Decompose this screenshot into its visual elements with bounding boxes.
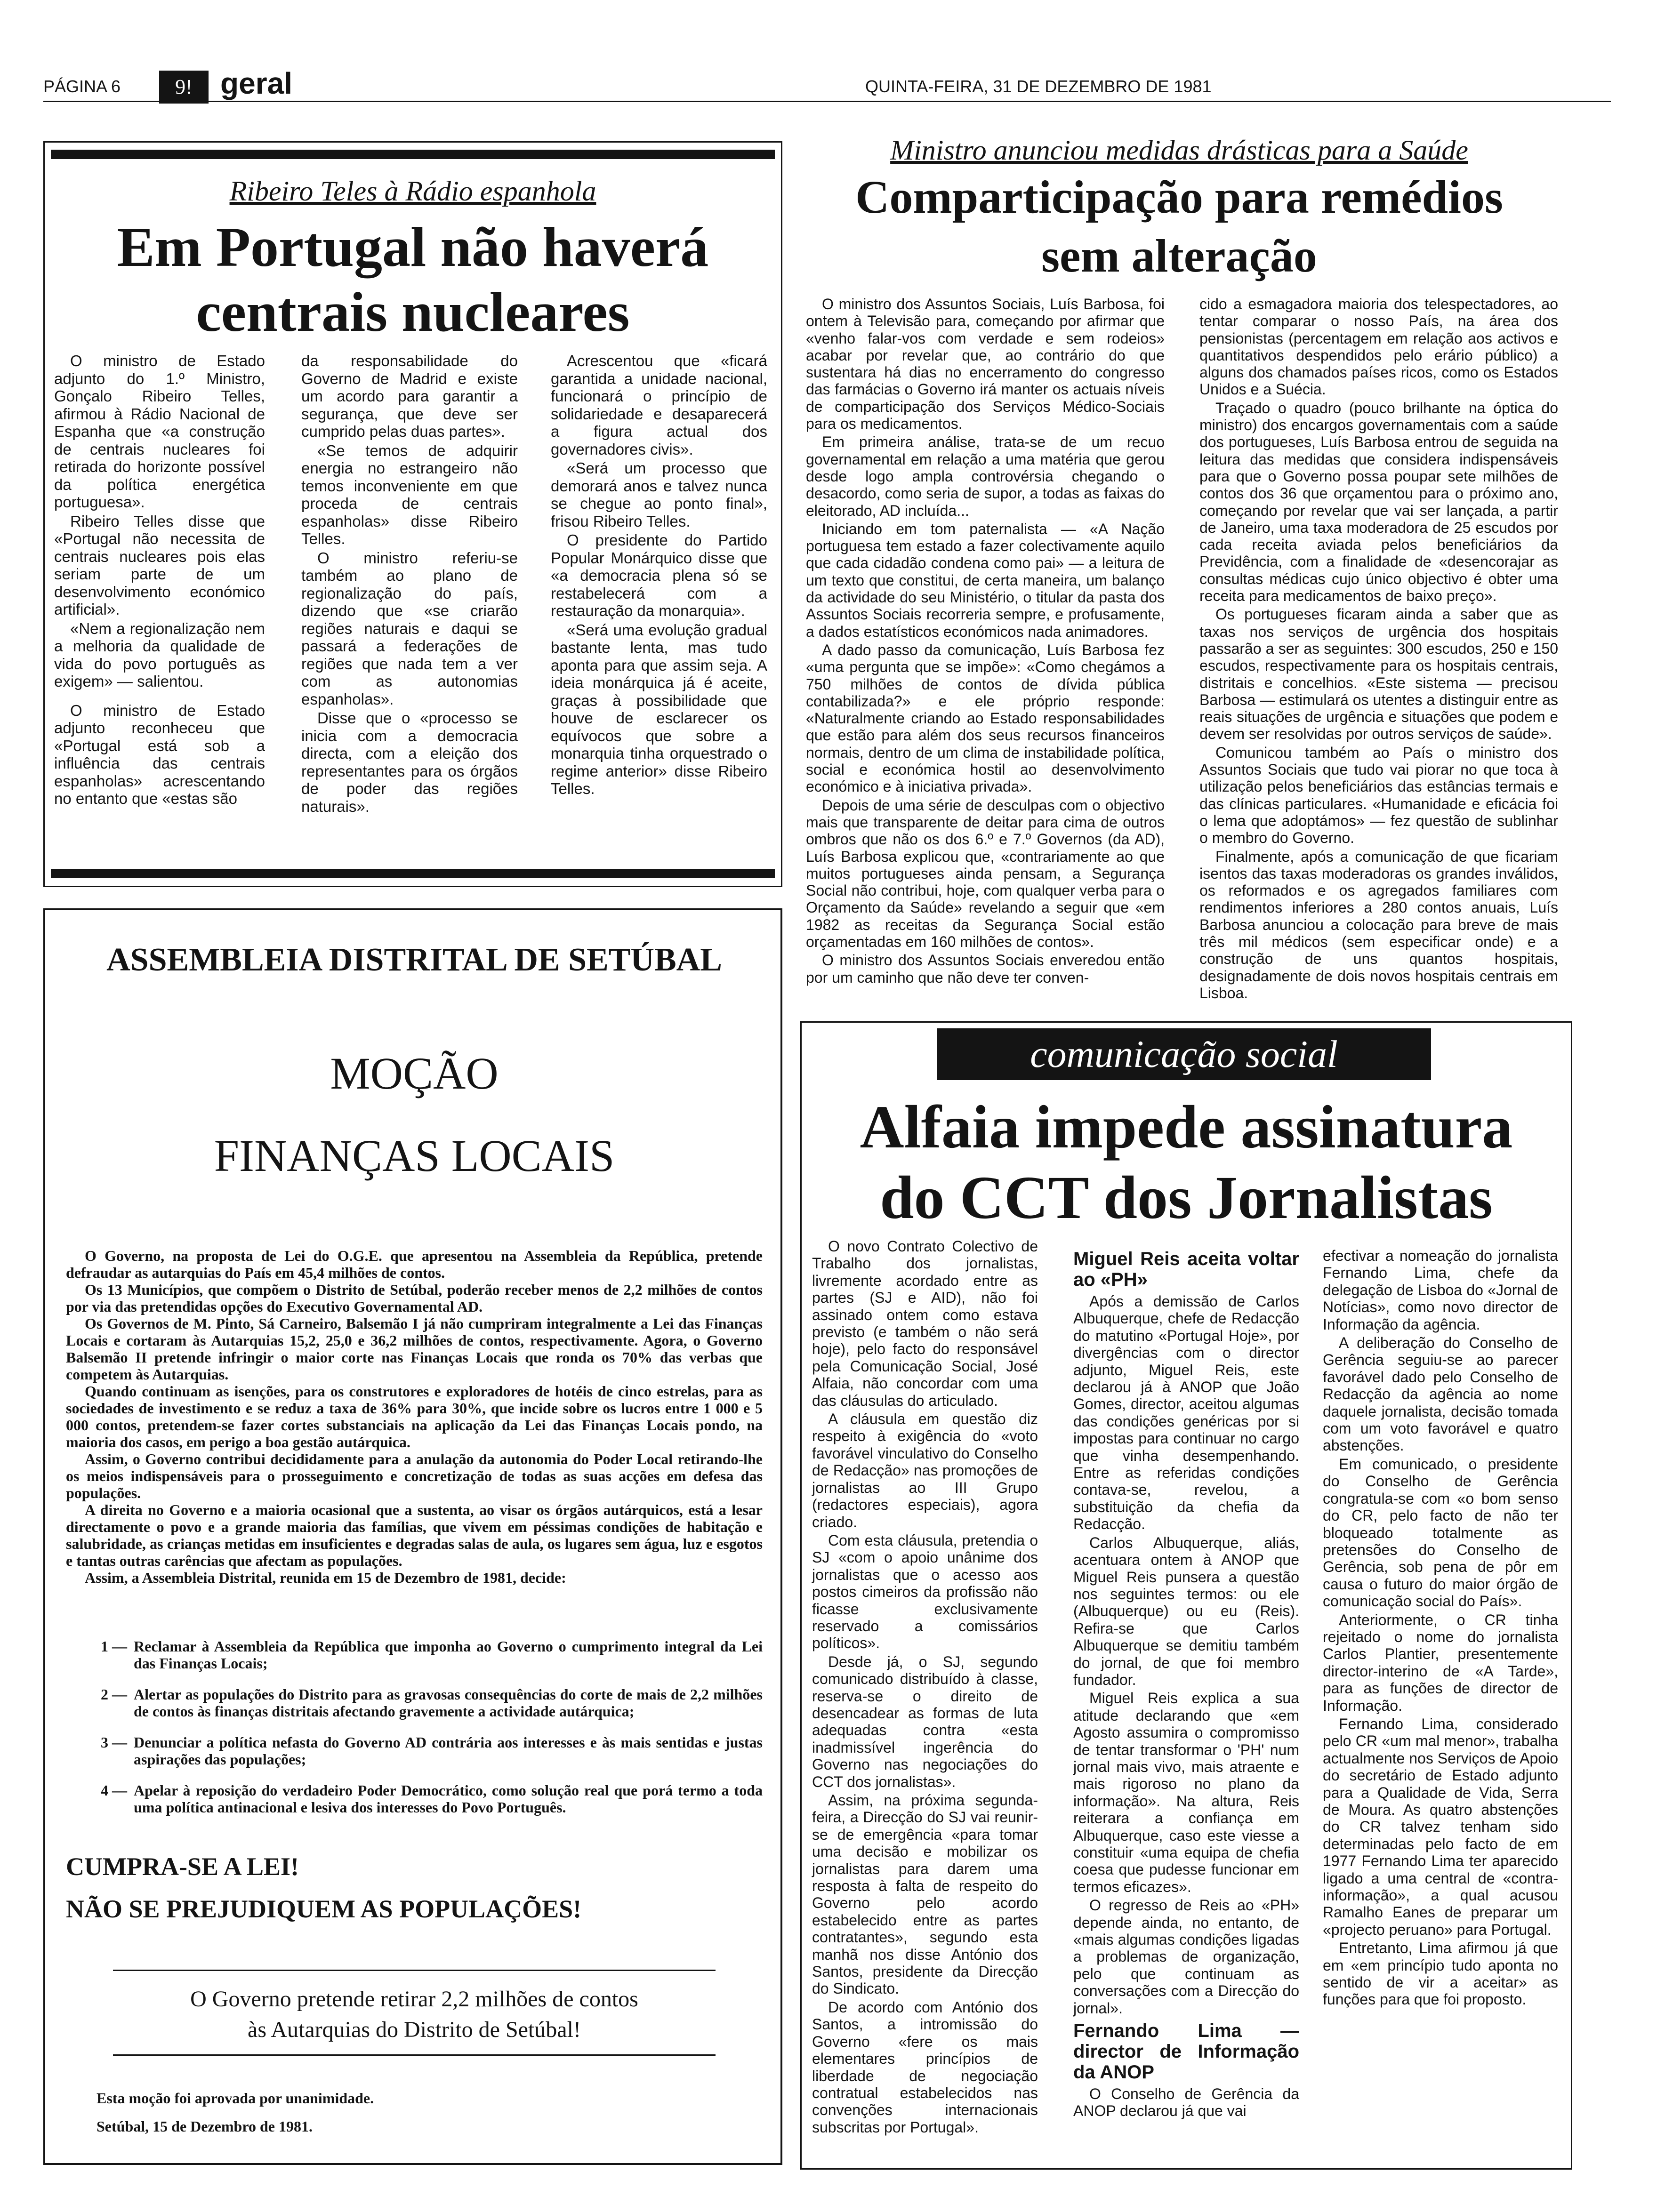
cct-c1-p3: Com esta cláusula, pretendia o SJ «com o apoio unânime dos jornalistas que o acesso aos postos cimeiros da profissão não ficasse exclusivamente reservado a comissários políticos». — [812, 1531, 1038, 1652]
mocao-item-3-text: Denunciar a política nefasta do Governo AD contrária aos interesses e às mais sentidas e justas aspirações das populações; — [134, 1734, 763, 1768]
cct-banner — [937, 1028, 1431, 1080]
mocao-p4: Quando continuam as isenções, para os construtores e exploradores de hotéis de cinco estrelas, para as sociedades de investimento e se reduz a taxa de 36% para 30%, que incide sobre os lucros entre 1 000 e 5 000 contos, pretendem-se fazer cortes substanciais na aplicação da Lei das Finanças Locais pondo, na maioria dos casos, em perigo a boa gestão autárquica. — [66, 1383, 763, 1451]
nuclear-c3-p2: «Será um processo que demorará anos e talvez nunca se chegue ao ponto final», frisou Ribeiro Telles. — [551, 459, 767, 530]
mocao-item-2-num: 2 — — [101, 1686, 127, 1703]
saude-c2-p4: Comunicou também ao País o ministro dos Assuntos Sociais que tudo vai piorar no que toca à utilização pelos beneficiários das estâncias termais e das clínicas particulares. «Humanidade e eficácia foi o lema que adoptámos» — fez questão de sublinhar o membro do Governo. — [1199, 744, 1558, 847]
saude-c2-p5: Finalmente, após a comunicação de que ficariam isentos das taxas moderadoras os grandes inválidos, os reformados e os agregados familiares com rendimentos inferiores a 280 contos anuais, Luís Barbosa anunciou a colocação para breve de mais três mil médicos (sem especificar onde) e a construção de uns quantos hospitais, designadamente de dois novos hospitais centrais em Lisboa. — [1199, 848, 1558, 1002]
saude-column-2 — [1199, 296, 1558, 1003]
cct-banner-text: comunicação social — [1030, 1033, 1338, 1075]
section-logo-text: 9! — [175, 75, 193, 98]
saude-c1-p5: Depois de uma série de desculpas com o objectivo mais que transparente de deitar para cima de outros ombros que não os dos 6.º e 7.º Governos (da AD), Luís Barbosa explicou que, «contrariamente ao que muitos portugueses ainda pensam, a Segurança Social não contribui, hoje, com qualquer verba para o Orçamento da Saúde» revelando a seguir que «em 1982 as receitas da Segurança Social estão orçamentadas em 160 milhões de contos». — [806, 796, 1165, 950]
mocao-boxed-line-1: O Governo pretende retirar 2,2 milhões de contos — [190, 1987, 638, 2012]
mocao-title-1: MOÇÃO — [330, 1048, 499, 1098]
saude-c2-p1: cido a esmagadora maioria dos telespectadores, ao tentar comparar o nosso País, na área dos pensionistas (percentagem em relação aos activos e quantitativos despendidos pelo erário público) a alguns dos chamados países ricos, como os Estados Unidos e a Suécia. — [1199, 296, 1558, 398]
nuclear-c2-p4: Disse que o «processo se inicia com a democracia directa, com a eleição dos representantes para os órgãos de poder das regiões naturais». — [301, 709, 518, 815]
mocao-p5: Assim, o Governo contribui decididamente para a anulação da autonomia do Poder Local retirando-lhe os meios indispensáveis para o prosseguimento e concretização de todas as suas acções em defesa das populações. — [66, 1451, 763, 1501]
cct-c2-p2: Carlos Albuquerque, aliás, acentuara ontem à ANOP que Miguel Reis punsera a questão nos seguintes termos: ou ele (Albuquerque) ou eu (Reis). Refira-se que Carlos Albuquerque se demitiu também do jornal, de que foi membro fundador. — [1073, 1534, 1299, 1688]
cct-c1-p5: Assim, na próxima segunda-feira, a Direcção do SJ vai reunir-se de emergência «para tomar uma decisão e mobilizar os jornalistas para darem uma resposta à falta de respeito do Governo pelo acordo estabelecido entre as partes contratantes», segundo esta manhã nos disse António dos Santos, presidente da Direcção do Sindicato. — [812, 1792, 1038, 1997]
cct-headline-1: Alfaia impede assinatura — [860, 1093, 1513, 1161]
cct-headline-2: do CCT dos Jornalistas — [880, 1164, 1493, 1232]
nuclear-c1-p3: «Nem a regionalização nem a melhoria da qualidade de vida do povo português as exigem» — salientou. — [54, 619, 265, 690]
saude-c1-p2: Em primeira análise, trata-se de um recuo governamental em relação a uma matéria que gerou desde logo ampla controvérsia chegando o desacordo, como seria de supor, a todas as faixas do eleitorado, AD incluída... — [806, 433, 1165, 519]
cct-c1-p1: O novo Contrato Colectivo de Trabalho dos jornalistas, livremente acordado entre as partes (SJ e AID), não foi assinado ontem como estava previsto (e também o não será hoje), pelo facto do responsável pela Comunicação Social, José Alfaia, não concordar com uma das cláusulas do articulado. — [812, 1238, 1038, 1409]
mocao-title-2: FINANÇAS LOCAIS — [214, 1130, 615, 1181]
cct-c1-p2: A cláusula em questão diz respeito à exigência do «voto favorável vinculativo do Conselho de Redacção» nas promoções de jornalistas ao III Grupo (redactores especiais), agora criado. — [812, 1411, 1038, 1531]
nuclear-c2-p2: «Se temos de adquirir energia no estrangeiro não temos inconveniente em que proceda de centrais espanholas» disse Ribeiro Telles. — [301, 441, 518, 547]
mocao-p1: O Governo, na proposta de Lei do O.G.E. que apresentou na Assembleia da República, pretende defraudar as autarquias do País em 45,4 milhões de contos. — [66, 1247, 763, 1281]
mocao-boxed-bottom-rule — [113, 2054, 716, 2056]
mocao-item-1-text: Reclamar à Assembleia da República que imponha ao Governo o cumprimento integral da Lei das Finanças Locais; — [134, 1638, 763, 1672]
mocao-p3: Os Governos de M. Pinto, Sá Carneiro, Balsemão I já não cumpriram integralmente a Lei das Finanças Locais e cortaram às Autarquias 15,2, 25,0 e 36,2 milhões de contos, respectivamente. Agora, o Governo Balsemão II pretende infringir o maior corte nas Finanças Locais que ronda os 70% das verbas que competem às Autarquias. — [66, 1315, 763, 1383]
saude-c1-p1: O ministro dos Assuntos Sociais, Luís Barbosa, foi ontem à Televisão para, começando por afirmar que «venho falar-vos com verdade e sem rodeios» acabar por revelar que, ao contrário do que sustentara há dias no encerramento do congresso das farmácias o Governo irá manter os actuais níveis de comparticipação dos Serviços Médico-Sociais para os medicamentos. — [806, 296, 1165, 433]
cct-column-3 — [1323, 1247, 1558, 2010]
saude-c2-p2: Traçado o quadro (pouco brilhante na óptica do ministro) dos encargos governamentais com a saúde dos portugueses, Luís Barbosa entrou de seguida na leitura das medidas que considera indispensáveis para que o Governo possa poupar sete milhões de contos dos 36 que orçamentou para o próximo ano, começando por revelar que vai ser lançada, a partir de Janeiro, uma taxa moderadora de 25 escudos por cada receita aviada pelos beneficiários da Previdência, com a finalidade de «desencorajar as consultas médicas cujo único objectivo é obter uma receita para medicamentos de baixo preço». — [1199, 399, 1558, 605]
saude-c1-p3: Iniciando em tom paternalista — «A Nação portuguesa tem estado a fazer colectivamente aquilo que cada cidadão condena como pai» — a leitura de um texto que constitui, de certa maneira, um balanço da actividade do seu Ministério, o titular da pasta dos Assuntos Sociais recorreria sempre, e profusamente, a dados estatísticos económicos nada animadores. — [806, 520, 1165, 640]
nuclear-c2-p3: O ministro referiu-se também ao plano de regionalização do país, dizendo que «se criarão regiões naturais e daqui se passará a federações de regiões que nada tem a ver com as autonomias espanholas». — [301, 549, 518, 708]
nuclear-headline-1: Em Portugal não haverá — [117, 216, 709, 278]
cct-column-2 — [1073, 1245, 1299, 2121]
nuclear-column-3 — [551, 352, 767, 799]
mocao-item-4-num: 4 — — [101, 1782, 127, 1799]
mocao-item-4-text: Apelar à reposição do verdadeiro Poder Democrático, como solução real que porá termo a toda uma política antinacional e lesiva dos interesses do Povo Português. — [134, 1782, 763, 1816]
mocao-org: ASSEMBLEIA DISTRITAL DE SETÚBAL — [106, 942, 722, 978]
nuclear-c3-p1: Acrescentou que «ficará garantida a unidade nacional, funcionará o princípio de solidariedade e desaparecerá a figura actual dos governadores civis». — [551, 352, 767, 458]
mocao-footer-1: Esta moção foi aprovada por unanimidade. — [97, 2090, 374, 2107]
nuclear-c2-p1: da responsabilidade do Governo de Madrid e existe um acordo para garantir a segurança, que deve ser cumprido pelas duas partes». — [301, 352, 518, 440]
mocao-item-4 — [66, 1782, 763, 1816]
mocao-item-2 — [66, 1686, 763, 1720]
cct-c2-heading-2: Fernando Lima — director de Informação da ANOP — [1073, 2020, 1299, 2083]
nuclear-headline-2: centrais nucleares — [196, 281, 630, 343]
cct-column-1 — [812, 1238, 1038, 2137]
saude-c1-p4: A dado passo da comunicação, Luís Barbosa fez «uma pergunta que se impõe»: «Como chegámos a 750 milhões de contos de dívida pública contabilizada?» e ele próprio responde: «Naturalmente criando ao Estado responsabilidades que estão para além dos seus recursos financeiros normais, dentro de um clima de instabilidade política, social e económica hostil ao desenvolvimento económico e à iniciativa privada». — [806, 641, 1165, 795]
mocao-boxed-top-rule — [113, 1970, 716, 1971]
mocao-item-3-num: 3 — — [101, 1734, 127, 1751]
nuclear-bottom-bar — [51, 869, 775, 878]
nuclear-column-1 — [54, 352, 265, 809]
mocao-slogan-1: CUMPRA-SE A LEI! — [66, 1852, 299, 1881]
issue-date: QUINTA-FEIRA, 31 DE DEZEMBRO DE 1981 — [865, 77, 1212, 96]
mocao-item-1 — [66, 1638, 763, 1672]
saude-headline-1: Comparticipação para remédios — [855, 171, 1503, 223]
saude-headline-2: sem alteração — [1041, 230, 1317, 282]
nuclear-top-bar — [51, 150, 775, 159]
section-logo — [159, 71, 209, 104]
section-name: geral — [220, 66, 292, 100]
mocao-boxed-line-2: às Autarquias do Distrito de Setúbal! — [248, 2017, 581, 2042]
saude-kicker: Ministro anunciou medidas drásticas para a Saúde — [890, 135, 1468, 166]
mocao-body — [66, 1247, 763, 1586]
mocao-slogan-2: NÃO SE PREJUDIQUEM AS POPULAÇÕES! — [66, 1895, 582, 1923]
mocao-decisions — [66, 1638, 763, 1830]
cct-c1-p4: Desde já, o SJ, segundo comunicado distribuído à classe, reserva-se o direito de desencadear as formas de luta adequadas contra «esta inadmissível ingerência do Governo nas negociações do CCT dos jornalistas». — [812, 1653, 1038, 1790]
cct-c2-p4: O regresso de Reis ao «PH» depende ainda, no entanto, de «mais algumas condições ligadas a problemas de organização, pelo que continuam as conversações com a Direcção do jornal». — [1073, 1897, 1299, 2017]
cct-c3-p6: Entretanto, Lima afirmou já que em «em princípio tudo aponta no sentido de vir a aceitar» as funções para que foi proposto. — [1323, 1940, 1558, 2008]
mocao-p2: Os 13 Municípios, que compõem o Distrito de Setúbal, poderão receber menos de 2,2 milhões de contos por via das pretendidas opções do Executivo Governamental AD. — [66, 1281, 763, 1315]
mocao-item-2-text: Alertar as populações do Distrito para as gravosas consequências do corte de mais de 2,2 milhões de contos às finanças distritais afectando gravemente a actividade autárquica; — [134, 1686, 763, 1720]
page-number: PÁGINA 6 — [43, 77, 121, 96]
cct-c2-heading: Miguel Reis aceita voltar ao «PH» — [1073, 1249, 1299, 1290]
header-rule — [43, 101, 1611, 102]
cct-c3-p1: efectivar a nomeação do jornalista Fernando Lima, chefe da delegação de Lisboa do «Jornal de Notícias», como novo director de Informação da agência. — [1323, 1247, 1558, 1333]
cct-c2b-p1: O Conselho de Gerência da ANOP declarou já que vai — [1073, 2085, 1299, 2120]
cct-c3-p3: Em comunicado, o presidente do Conselho de Gerência congratula-se com «o bom senso do CR, pelo facto de não ter bloqueado totalmente as pretensões do Conselho de Gerência, sob pena de pôr em causa o futuro do maior órgão de comunicação social do País». — [1323, 1455, 1558, 1610]
mocao-footer-2: Setúbal, 15 de Dezembro de 1981. — [97, 2118, 313, 2135]
nuclear-c1-p1: O ministro de Estado adjunto do 1.º Ministro, Gonçalo Ribeiro Telles, afirmou à Rádio Nacional de Espanha que «a construção de centrais nucleares foi retirada do horizonte possível da política energética portuguesa». — [54, 352, 265, 511]
nuclear-c3-p4: «Será uma evolução gradual bastante lenta, mas tudo aponta para que assim seja. A ideia monárquica já é aceite, graças à possibilidade que houve de esclarecer os equívocos que sobre a monarquia tinha orquestrado o regime anterior» disse Ribeiro Telles. — [551, 621, 767, 797]
nuclear-column-2 — [301, 352, 518, 817]
cct-c3-p2: A deliberação do Conselho de Gerência seguiu-se ao parecer favorável dado pelo Conselho de Redacção da agência ao nome daquele jornalista, decisão tomada com um voto favorável e quatro abstenções. — [1323, 1334, 1558, 1454]
mocao-item-3 — [66, 1734, 763, 1768]
cct-c2-p1: Após a demissão de Carlos Albuquerque, chefe de Redacção do matutino «Portugal Hoje», por divergências com o director adjunto, Miguel Reis, este declarou já à ANOP que João Gomes, director, aceitou algumas das condições genéricas por si impostas para continuar no cargo que vinha desempenhando. Entre as referidas condições contava-se, revelou, a substituição da chefia da Redacção. — [1073, 1293, 1299, 1533]
nuclear-c1-p2: Ribeiro Telles disse que «Portugal não necessita de centrais nucleares pois elas seriam parte de um desenvolvimento económico artificial». — [54, 512, 265, 618]
nuclear-kicker: Ribeiro Teles à Rádio espanhola — [229, 176, 596, 207]
nuclear-c1-p4: O ministro de Estado adjunto reconheceu que «Portugal está sob a influência das centrais espanholas» acrescentando no entanto que «estas são — [54, 701, 265, 807]
cct-c3-p5: Fernando Lima, considerado pelo CR «um mal menor», trabalha actualmente nos Serviços de Apoio do secretário de Estado adjunto para a Qualidade de Vida, Serra de Moura. As quatro abstenções do CR talvez tenham sido determinadas pelo facto de em 1977 Fernando Lima ter aparecido ligado a uma central de «contra-informação», a qual acusou Ramalho Eanes de preparar um «projecto peruano» para Portugal. — [1323, 1715, 1558, 1938]
mocao-item-1-num: 1 — — [101, 1638, 127, 1655]
cct-c2-p3: Miguel Reis explica a sua atitude declarando que «em Agosto assumira o compromisso de tentar transformar o 'PH' num jornal mais vivo, mais atraente e mais rigoroso no plano da informação». Na altura, Reis reiterara a confiança em Albuquerque, caso este viesse a constituir «uma equipa de chefia coesa que pudesse funcionar em termos eficazes». — [1073, 1690, 1299, 1895]
saude-column-1 — [806, 296, 1165, 987]
mocao-p7: Assim, a Assembleia Distrital, reunida em 15 de Dezembro de 1981, decide: — [85, 1569, 566, 1586]
mocao-p6: A direita no Governo e a maioria ocasional que a sustenta, ao visar os órgãos autárquicos, está a lesar directamente o povo e a grande maioria das famílias, que vivem em péssimas condições de habitação e salubridade, as crianças metidas em insuficientes e degradas salas de aula, os lugares sem água, luz e esgotos e tantas outras carências que afectam as populações. — [66, 1501, 763, 1569]
saude-c1-p6: O ministro dos Assuntos Sociais enveredou então por um caminho que não deve ter conven- — [806, 952, 1165, 986]
saude-c2-p3: Os portugueses ficaram ainda a saber que as taxas nos serviços de urgência dos hospitais passarão a ser as seguintes: 300 escudos, 250 e 150 escudos, respectivamente para os hospitais centrais, distritais e concelhios. «Este sistema — precisou Barbosa — estimulará os utentes a distinguir entre as reais situações de urgência e situações que podem e devem ser resolvidas por outros serviços de saúde». — [1199, 606, 1558, 743]
cct-c3-p4: Anteriormente, o CR tinha rejeitado o nome do jornalista Carlos Plantier, presentemente director-interino de «A Tarde», para as funções de director de Informação. — [1323, 1611, 1558, 1714]
cct-c1-p6: De acordo com António dos Santos, a intromissão do Governo «fere os mais elementares princípios de liberdade de negociação contratual estabelecidos nas convenções internacionais subscritas por Portugal». — [812, 1998, 1038, 2136]
nuclear-c3-p3: O presidente do Partido Popular Monárquico disse que «a democracia plena só se restabelecerá com a restauração da monarquia». — [551, 531, 767, 619]
